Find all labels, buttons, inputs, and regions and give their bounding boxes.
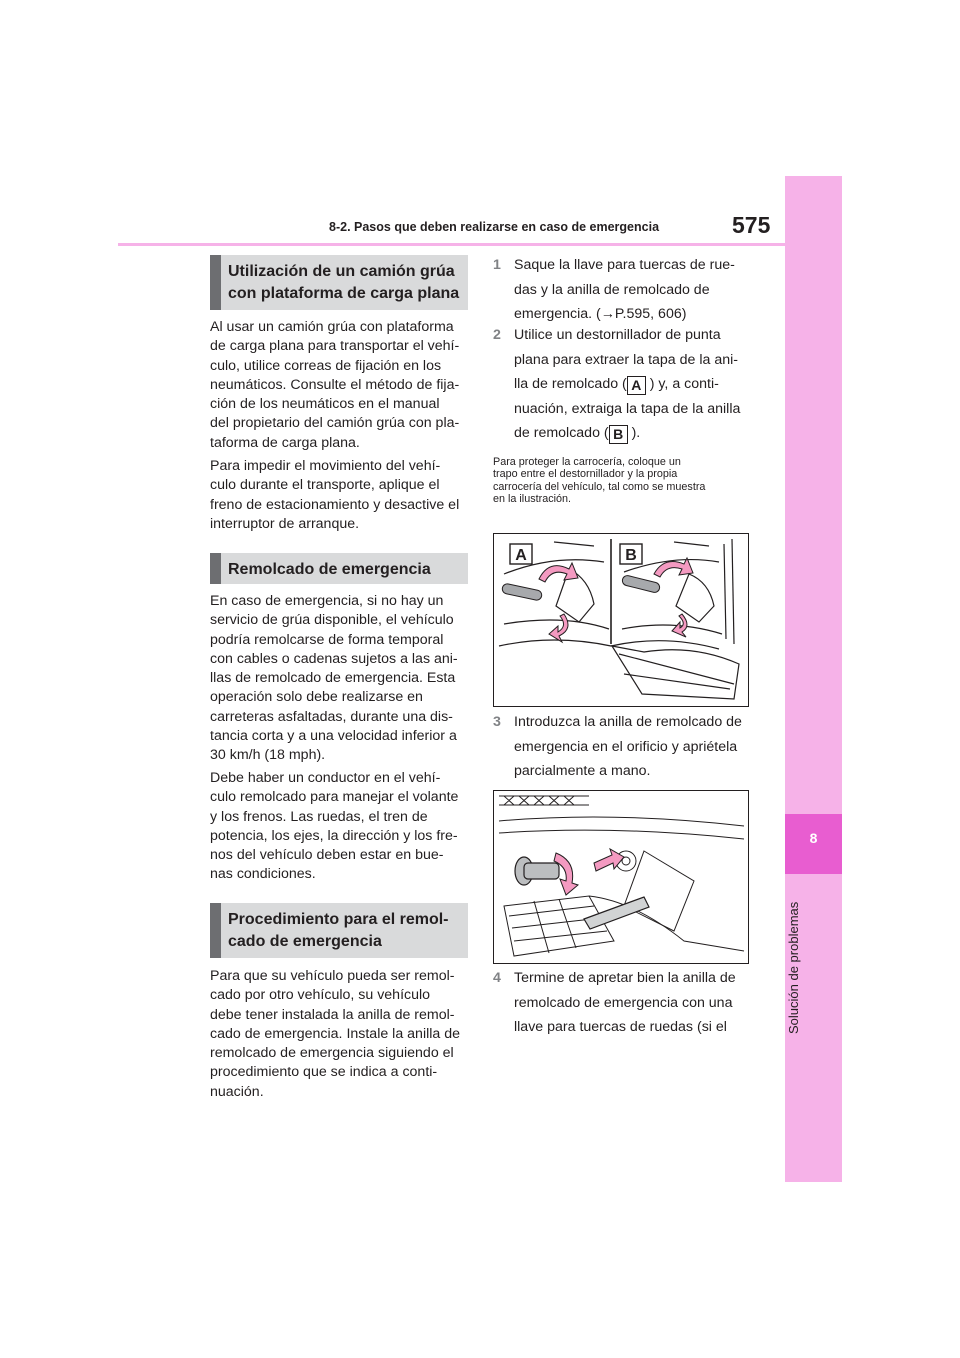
step-4: 4 Termine de apretar bien la anilla de remolcado de emergencia con una llave para tuercas de ruedas (si el: [493, 966, 758, 1042]
illustration-insert-eyelet: [493, 790, 749, 964]
callout-b-text: B: [625, 547, 637, 564]
cap-removal-drawing: [494, 534, 748, 706]
chapter-title-vertical: Solución de problemas: [786, 901, 801, 1034]
step-number: 1: [493, 257, 501, 273]
callout-b: [620, 544, 642, 564]
heading-towing-procedure: Procedimiento para el remol- cado de emergencia: [210, 903, 468, 958]
paragraph-emergency-towing: En caso de emergencia, si no hay un servicio de grúa disponible, el vehículo podría remolcarse de forma temporal con cables o cadenas sujetos a las ani- llas de remolcado de emergencia. Esta operación solo debe realizarse en carreteras asfaltadas, durante una dis- tancia corta y a una velocidad inferior a 30 km/h (18 mph).: [210, 593, 458, 764]
step-1: 1 Saque la llave para tuercas de rue- das y la anilla de remolcado de emergencia. (→P.595, 606): [493, 253, 758, 329]
note-protect-body: Para proteger la carrocería, coloque un trapo entre el destornillador y la propia carrocería del vehículo, tal como se muestra en la ilustración.: [493, 456, 706, 506]
step-3: 3 Introduzca la anilla de remolcado de emergencia en el orificio y apriétela parcialmente a mano.: [493, 710, 758, 786]
label-b-box: B: [609, 425, 628, 444]
paragraph-flatbed: Al usar un camión grúa con plataforma de carga plana para transportar el vehí- culo, utilice correas de fijación en los neumáticos. Consulte el método de fija- ción de los neumáticos en el manual del propietario del camión grúa con pla- taforma de carga plana.: [210, 319, 460, 451]
header-rule: [118, 243, 785, 246]
heading-emergency-towing: Remolcado de emergencia: [210, 553, 468, 584]
heading-flatbed-truck: Utilización de un camión grúa con plataforma de carga plana: [210, 255, 468, 310]
label-a-box: A: [627, 376, 646, 395]
step-number: 2: [493, 327, 501, 343]
eyelet-insertion-drawing: [494, 791, 748, 963]
page-number: 575: [732, 212, 771, 238]
callout-a: [510, 544, 532, 564]
illustration-remove-cap: [493, 533, 749, 707]
callout-a-text: A: [515, 547, 527, 564]
step-number: 4: [493, 970, 501, 986]
chapter-number: 8: [809, 830, 818, 846]
step-2: 2 Utilice un destornillador de punta plana para extraer la tapa de la ani- lla de remolcado ( A ) y, a conti- nuación, extraiga la tapa de la anilla de remolcado ( B ).: [493, 323, 758, 448]
paragraph-towing-eyelet: Para que su vehículo pueda ser remol- cado por otro vehículo, su vehículo debe tener instalada la anilla de remol- cado de emergencia. Instale la anilla de remolcado de emergencia siguiendo el procedimiento que se indica a conti- nuación.: [210, 968, 461, 1100]
section-title: 8-2. Pasos que deben realizarse en caso de emergencia: [329, 220, 660, 234]
paragraph-driver-required: Debe haber un conductor en el vehí- culo remolcado para manejar el volante y los frenos. Las ruedas, el tren de potencia, los ejes, la dirección y los fre- nos del vehículo deben estar en bue- nas condiciones.: [210, 770, 459, 883]
paragraph-parking-brake: Para impedir el movimiento del vehí- culo durante el transporte, aplique el freno de estacionamiento y desactive el interruptor de arranque.: [210, 458, 460, 532]
step-number: 3: [493, 714, 501, 730]
